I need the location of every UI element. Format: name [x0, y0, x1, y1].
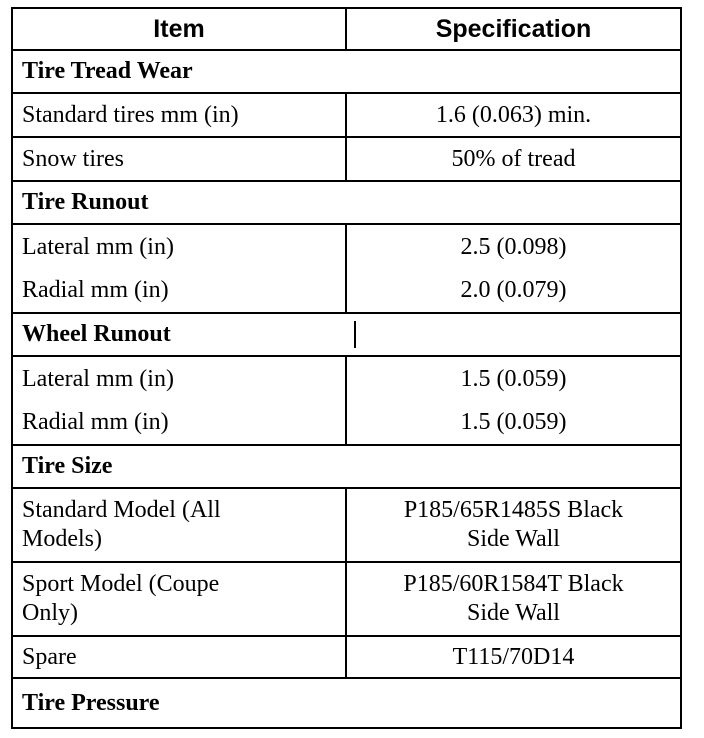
row-item: Radial mm (in) — [13, 401, 347, 444]
table-row — [13, 355, 680, 401]
row-spec: T115/70D14 — [452, 643, 575, 670]
row-spec: 1.5 (0.059) — [460, 365, 567, 392]
table-row — [13, 136, 680, 180]
row-spec: 50% of tread — [451, 145, 576, 172]
row-spec: 2.5 (0.098) — [460, 233, 567, 260]
row-item: Radial mm (in) — [13, 269, 347, 312]
section-tire-runout — [13, 180, 680, 223]
row-item: Snow tires — [13, 138, 347, 180]
spec-table — [11, 7, 682, 729]
section-title: Tire Runout — [22, 189, 149, 215]
row-item: Spare — [13, 637, 347, 677]
section-title: Tire Pressure — [22, 689, 160, 716]
row-spec: 2.0 (0.079) — [460, 277, 567, 303]
table-row — [13, 401, 680, 444]
row-item: Lateral mm (in) — [13, 357, 347, 401]
row-spec — [347, 489, 680, 561]
row-spec-line: P185/65R1485S Black — [403, 497, 624, 523]
table-row — [13, 635, 680, 677]
row-spec-line: Side Wall — [467, 600, 560, 626]
row-spec: 1.5 (0.059) — [460, 409, 567, 435]
row-spec-line: Side Wall — [467, 526, 560, 552]
table-header-row — [13, 9, 680, 49]
row-spec-line: P185/60R1584T Black — [403, 571, 624, 597]
row-spec — [347, 563, 680, 635]
table-row — [13, 487, 680, 561]
row-item — [13, 489, 347, 561]
row-item-line: Sport Model (Coupe — [22, 571, 220, 597]
section-title: Tire Size — [22, 453, 113, 479]
row-item — [13, 563, 347, 635]
row-item-line: Standard Model (All — [22, 497, 221, 523]
header-item: Item — [13, 9, 347, 49]
table-row — [13, 92, 680, 136]
section-wheel-runout — [13, 312, 680, 355]
header-specification: Specification — [435, 14, 592, 43]
section-tire-tread-wear — [13, 49, 680, 92]
row-item-line: Models) — [22, 526, 102, 552]
section-tire-size — [13, 444, 680, 487]
table-row — [13, 223, 680, 269]
table-row — [13, 561, 680, 635]
row-item: Standard tires mm (in) — [13, 94, 347, 136]
row-item-line: Only) — [22, 600, 78, 626]
row-item: Lateral mm (in) — [13, 225, 347, 269]
section-tire-pressure — [13, 677, 680, 727]
section-title: Wheel Runout — [22, 321, 356, 348]
row-spec: 1.6 (0.063) min. — [435, 101, 592, 128]
section-title: Tire Tread Wear — [22, 58, 193, 84]
table-row — [13, 269, 680, 312]
